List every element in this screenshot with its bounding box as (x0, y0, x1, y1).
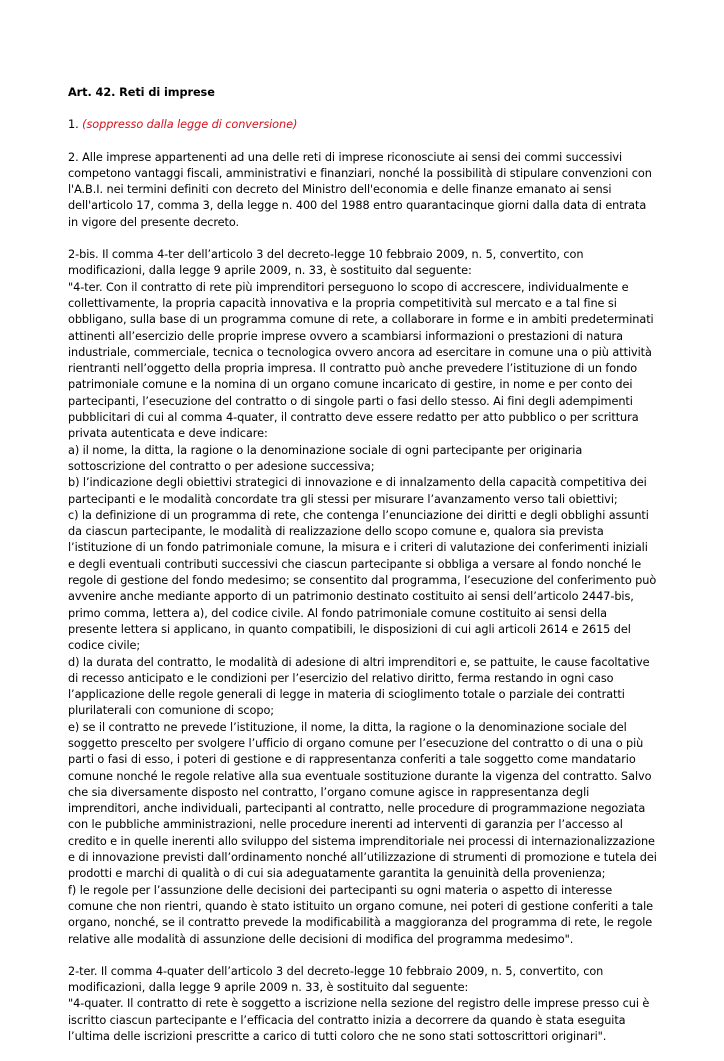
paragraph-2-bis-intro: 2-bis. Il comma 4-ter dell’articolo 3 del decreto-legge 10 febbraio 2009, n. 5, convertito, con modificazioni, dalla legge 9 aprile 2009, n. 33, è sostituito dal seguente: (68, 248, 584, 278)
letter-a: a) il nome, la ditta, la ragione o la denominazione sociale di ogni partecipante per originaria sottoscrizione del contratto o per adesione successiva; (68, 443, 583, 473)
letter-c: c) la definizione di un programma di rete, che contenga l’enunciazione dei diritti e degli obblighi assunti da ciascun partecipante, le modalità di realizzazione dello scopo comune e, qualora sia prevista l’istituzione di un fondo patrimoniale comune, la misura e i criteri di valutazione dei conferimenti iniziali e degli eventuali contributi successivi che ciascun partecipante si obbliga a versare al fondo nonché le regole di gestione del fondo medesimo; se consentito dal programma, l’esecuzione del conferimento può avvenire anche mediante apporto di un patrimonio destinato costituito ai sensi dell’articolo 2447-bis, primo comma, lettera a), del codice civile. Al fondo patrimoniale comune costituito ai sensi della presente lettera si applicano, in quanto compatibili, le disposizioni di cui agli articoli 2614 e 2615 del codice civile; (68, 508, 657, 653)
paragraph-1 (68, 117, 658, 133)
letter-f: f) le regole per l’assunzione delle decisioni dei partecipanti su ogni materia o aspetto di interesse comune che non rientri, quando è stato istituito un organo comune, nei poteri di gestione conferiti a tale organo, nonché, se il contratto prevede la modificabilità a maggioranza del programma di rete, le regole relative alle modalità di assunzione delle decisioni di modifica del programma medesimo". (68, 883, 654, 946)
paragraph-1-number: 1. (68, 118, 83, 132)
paragraph-2-bis (68, 247, 658, 948)
paragraph-2: 2. Alle imprese appartenenti ad una delle reti di imprese riconosciute ai sensi dei commi successivi competono vantaggi fiscali, amministrativi e finanziari, nonché la possibilità di stipulare convenzioni con l'A.B.I. nei termini definiti con decreto del Ministro dell'economia e delle finanze emanato ai sensi dell'articolo 17, comma 3, della legge n. 400 del 1988 entro quarantacinque giorni dalla data di entrata in vigore del presente decreto. (68, 150, 652, 229)
paragraph-1-suppressed-note: (soppresso dalla legge di conversione) (82, 118, 298, 132)
letter-e: e) se il contratto ne prevede l’istituzione, il nome, la ditta, la ragione o la denominazione sociale del soggetto prescelto per svolgere l’ufficio di organo comune per l’esecuzione del contratto o di una o più parti o fasi di esso, i poteri di gestione e di rappresentanza conferiti a tale soggetto come mandatario comune nonché le regole relative alla sua eventuale sostituzione durante la vigenza del contratto. Salvo che sia diversamente disposto nel contratto, l’organo comune agisce in rappresentanza degli imprenditori, anche individuali, partecipanti al contratto, nelle procedure di programmazione negoziata con le pubbliche amministrazioni, nelle procedure inerenti ad interventi di garanzia per l’accesso al credito e in quelle inerenti allo sviluppo del sistema imprenditoriale nei processi di internazionalizzazione e di innovazione previsti dall’ordinamento nonché all’utilizzazione di strumenti di promozione e tutela dei prodotti e marchi di qualità o di cui sia adeguatamente garantita la genuinità della provenienza; (68, 720, 657, 881)
paragraph-2-bis-body: "4-ter. Con il contratto di rete più imprenditori perseguono lo scopo di accrescere, individualmente e collettivamente, la propria capacità innovativa e la propria competitività sul mercato e a tal fine si obbligano, sulla base di un programma comune di rete, a collaborare in forme e in ambiti predeterminati attinenti all’esercizio delle proprie imprese ovvero a scambiarsi informazioni o prestazioni di natura industriale, commerciale, tecnica o tecnologica ovvero ancora ad esercitare in comune una o più attività rientranti nell’oggetto della propria impresa. Il contratto può anche prevedere l’istituzione di un fondo patrimoniale comune e la nomina di un organo comune incaricato di gestire, in nome e per conto dei partecipanti, l’esecuzione del contratto o di singole parti o fasi dello stesso. Ai fini degli adempimenti pubblicitari di cui al comma 4-quater, il contratto deve essere redatto per atto pubblico o per scrittura privata autenticata e deve indicare: (68, 280, 654, 441)
letter-d: d) la durata del contratto, le modalità di adesione di altri imprenditori e, se pattuite, le cause facoltative di recesso anticipato e le condizioni per l’esercizio del relativo diritto, ferma restando in ogni caso l’applicazione delle regole generali di legge in materia di scioglimento totale o parziale dei contratti plurilaterali con comunione di scopo; (68, 655, 650, 718)
paragraph-2-ter-intro: 2-ter. Il comma 4-quater dell’articolo 3 del decreto-legge 10 febbraio 2009, n. 5, convertito, con modificazioni, dalla legge 9 aprile 2009 n. 33, è sostituito dal seguente: (68, 964, 604, 995)
article-title: Art. 42. Reti di imprese (68, 86, 215, 99)
document-page (68, 85, 658, 1061)
letter-b: b) l’indicazione degli obiettivi strategici di innovazione e di innalzamento della capacità competitiva dei partecipanti e le modalità concordate tra gli stessi per misurare l’avanzamento verso tali obiettivi; (68, 476, 647, 506)
paragraph-2-ter-body: "4-quater. Il contratto di rete è soggetto a iscrizione nella sezione del registro delle imprese presso cui è iscritto ciascun partecipante e l’efficacia del contratto inizia a decorrere da quando è stata eseguita l’ultima delle iscrizioni prescritte a carico di tutti coloro che ne sono stati sottoscrittori originari". (68, 997, 650, 1044)
paragraph-2-ter (68, 964, 658, 1045)
